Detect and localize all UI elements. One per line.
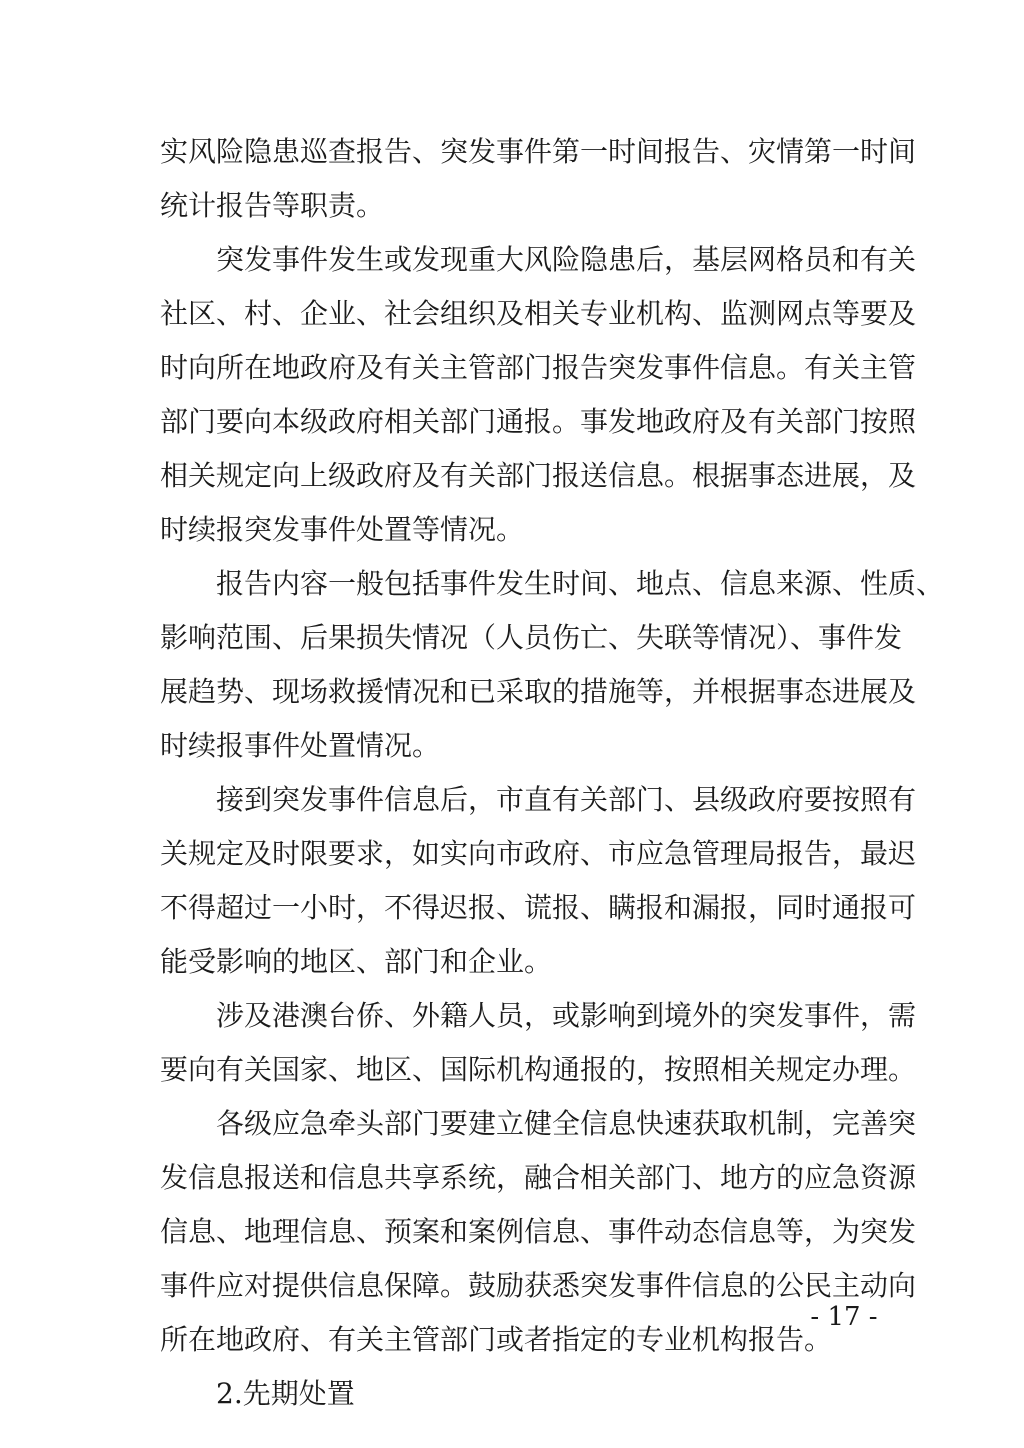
text-line: 时续报突发事件处置等情况。	[160, 513, 525, 546]
text-line: 关规定及时限要求，如实向市政府、市应急管理局报告，最迟	[160, 837, 917, 870]
text-line: 突发事件发生或发现重大风险隐患后，基层网格员和有关	[216, 243, 917, 276]
text-line: 各级应急牵头部门要建立健全信息快速获取机制，完善突	[216, 1107, 917, 1140]
text-line: 不得超过一小时，不得迟报、谎报、瞒报和漏报，同时通报可	[160, 891, 917, 924]
text-line: 能受影响的地区、部门和企业。	[160, 945, 553, 978]
body-text	[160, 125, 945, 1421]
text-line: 事件应对提供信息保障。鼓励获悉突发事件信息的公民主动向	[160, 1269, 917, 1302]
text-line: 时续报事件处置情况。	[160, 729, 441, 762]
text-line: 影响范围、后果损失情况（人员伤亡、失联等情况）、事件发	[160, 621, 903, 654]
text-line: 社区、村、企业、社会组织及相关专业机构、监测网点等要及	[160, 297, 917, 330]
text-line: 接到突发事件信息后，市直有关部门、县级政府要按照有	[216, 783, 917, 816]
text-line: 要向有关国家、地区、国际机构通报的，按照相关规定办理。	[160, 1053, 917, 1086]
text-line: 展趋势、现场救援情况和已采取的措施等，并根据事态进展及	[160, 675, 917, 708]
text-line: 统计报告等职责。	[160, 189, 385, 222]
text-line: 涉及港澳台侨、外籍人员，或影响到境外的突发事件，需	[216, 999, 917, 1032]
page-number: - 17 -	[810, 1302, 878, 1332]
text-line: 报告内容一般包括事件发生时间、地点、信息来源、性质、	[216, 567, 945, 600]
text-line: 时向所在地政府及有关主管部门报告突发事件信息。有关主管	[160, 351, 917, 384]
text-line: 实风险隐患巡查报告、突发事件第一时间报告、灾情第一时间	[160, 135, 917, 168]
text-line: 所在地政府、有关主管部门或者指定的专业机构报告。	[160, 1323, 833, 1356]
text-line: 相关规定向上级政府及有关部门报送信息。根据事态进展，及	[160, 459, 917, 492]
text-line: 信息、地理信息、预案和案例信息、事件动态信息等，为突发	[160, 1215, 917, 1248]
text-line: 部门要向本级政府相关部门通报。事发地政府及有关部门按照	[160, 405, 917, 438]
text-line: 发信息报送和信息共享系统，融合相关部门、地方的应急资源	[160, 1161, 917, 1194]
section-heading: 2.先期处置	[216, 1377, 355, 1410]
